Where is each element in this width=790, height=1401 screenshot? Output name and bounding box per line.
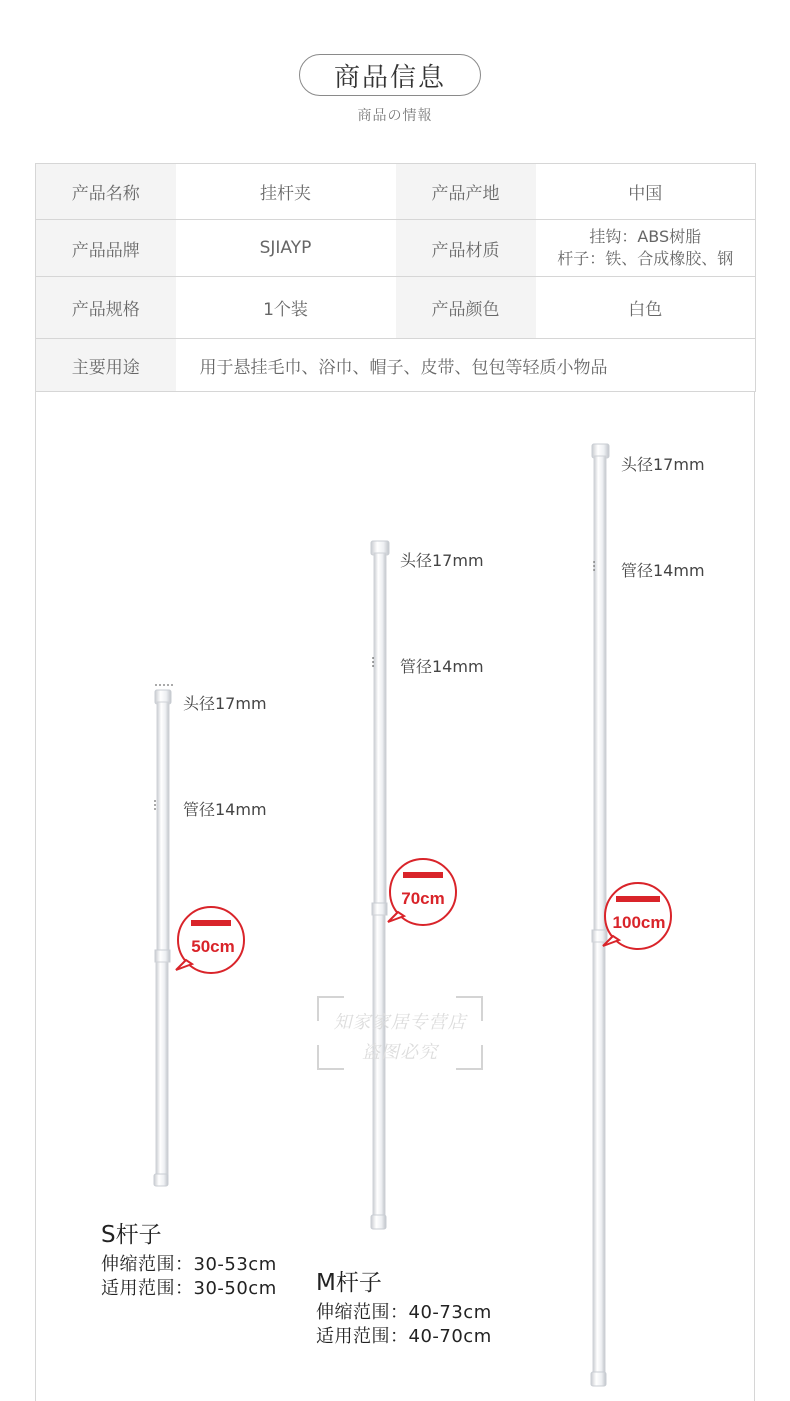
value-usage: 用于悬挂毛巾、浴巾、帽子、皮带、包包等轻质小物品 bbox=[176, 339, 756, 392]
section-title-text: 商品信息 bbox=[333, 62, 446, 93]
rod-m bbox=[371, 541, 456, 1229]
rod-s-tube-label: 管径14mm bbox=[183, 800, 267, 819]
model-m-fit: 适用范围：40-70cm bbox=[316, 1326, 492, 1347]
section-subtitle: 商品の情報 bbox=[357, 108, 433, 124]
label-usage: 主要用途 bbox=[36, 339, 176, 392]
label-product-name: 产品名称 bbox=[36, 164, 176, 220]
rod-s-head-label: 头径17mm bbox=[183, 694, 267, 713]
material-line-2: 杆子：铁、合成橡胶、钢 bbox=[557, 249, 734, 268]
model-s-range: 伸缩范围：30-53cm bbox=[101, 1254, 277, 1275]
model-s-name: S杆子 bbox=[101, 1222, 162, 1248]
watermark-line-1: 知家家居专营店 bbox=[333, 1012, 467, 1033]
model-s-fit: 适用范围：30-50cm bbox=[101, 1278, 277, 1299]
label-brand: 产品品牌 bbox=[36, 220, 176, 277]
value-brand: SJIAYP bbox=[176, 220, 396, 277]
label-color: 产品颜色 bbox=[396, 277, 536, 339]
rod-l-tube-label: 管径14mm bbox=[621, 561, 705, 580]
model-m-info bbox=[316, 1264, 492, 1349]
rod-m-tube-label: 管径14mm bbox=[400, 657, 484, 676]
watermark-line-2: 盗图必究 bbox=[362, 1042, 438, 1063]
size-badge-100cm bbox=[603, 883, 671, 949]
rod-m-head-label: 头径17mm bbox=[400, 551, 484, 570]
model-s-info bbox=[101, 1216, 277, 1301]
value-origin: 中国 bbox=[536, 164, 756, 220]
value-color: 白色 bbox=[536, 277, 756, 339]
size-badge-70cm bbox=[388, 859, 456, 925]
model-m-range: 伸缩范围：40-73cm bbox=[316, 1302, 492, 1323]
value-product-name: 挂杆夹 bbox=[176, 164, 396, 220]
size-badge-50cm bbox=[176, 907, 244, 973]
badge-50cm-text: 50cm bbox=[191, 937, 235, 956]
rod-s bbox=[154, 685, 244, 1186]
rod-l-head-label: 头径17mm bbox=[621, 455, 705, 474]
label-spec: 产品规格 bbox=[36, 277, 176, 339]
watermark bbox=[316, 993, 484, 1071]
badge-70cm-text: 70cm bbox=[401, 889, 445, 908]
rod-l bbox=[591, 444, 671, 1386]
label-origin: 产品产地 bbox=[396, 164, 536, 220]
model-m-name: M杆子 bbox=[316, 1270, 382, 1296]
badge-100cm-text: 100cm bbox=[612, 913, 666, 932]
label-material: 产品材质 bbox=[396, 220, 536, 277]
material-line-1: 挂钩：ABS树脂 bbox=[589, 227, 702, 246]
value-spec: 1个装 bbox=[176, 277, 396, 339]
